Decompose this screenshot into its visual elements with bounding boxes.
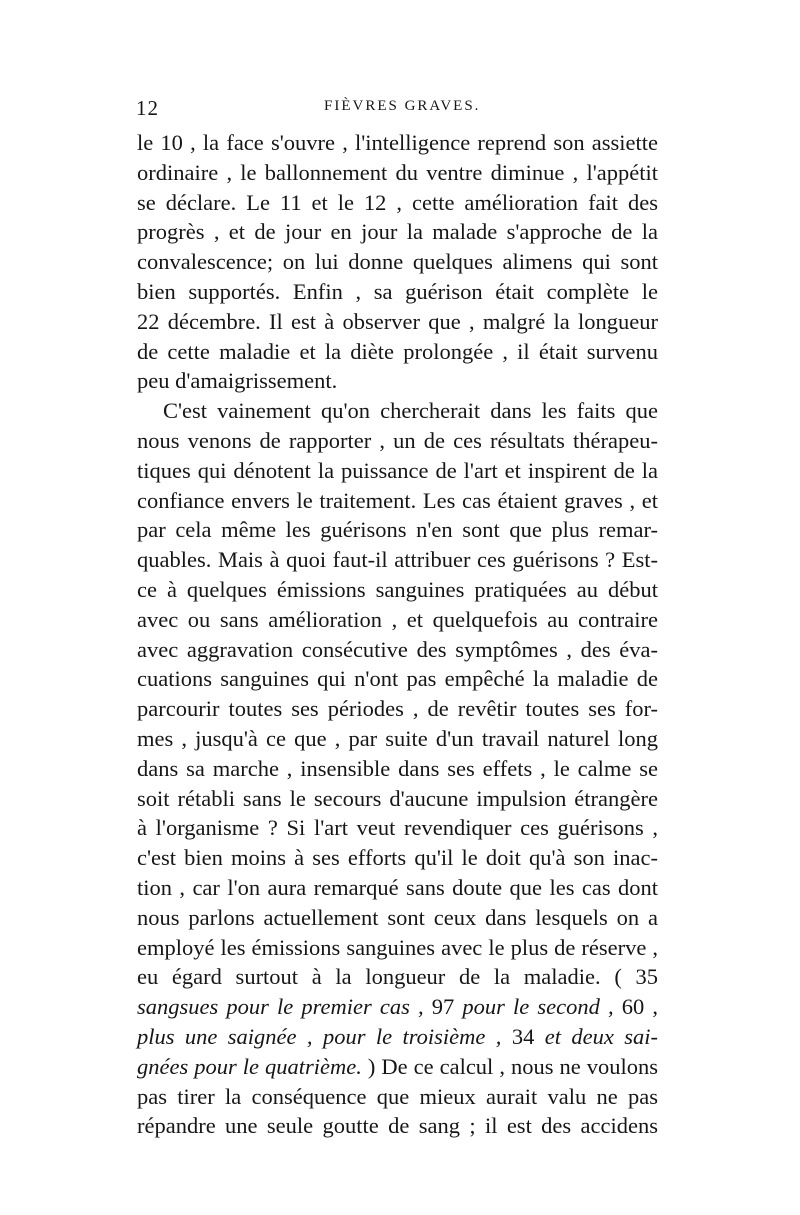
text-line: quables. Mais à quoi faut-il attribuer ces guérisons ? Est- — [137, 547, 658, 573]
roman-run: 34 — [501, 1023, 545, 1049]
text-line: soit rétabli sans le secours d'aucune impulsion étrangère — [137, 785, 658, 811]
italic-run: gnées pour le quatrième. — [137, 1053, 362, 1079]
text-line-italic — [137, 1022, 658, 1052]
text-line: par cela même les guérisons n'en sont que plus remar- — [137, 517, 658, 543]
running-title: FIÈVRES GRAVES. — [324, 98, 481, 114]
text-line: confiance envers le traitement. Les cas étaient graves , et — [137, 487, 658, 513]
page-number: 12 — [136, 96, 159, 120]
text-line: progrès , et de jour en jour la malade s'approche de la — [137, 219, 658, 245]
text-line: pas tirer la conséquence que mieux aurait valu ne pas — [137, 1083, 658, 1109]
text-line: le 10 , la face s'ouvre , l'intelligence reprend son assiette — [137, 130, 658, 155]
body-text — [137, 128, 658, 1141]
text-line: de cette maladie et la diète prolongée , il était survenu — [137, 338, 658, 364]
text-line: à l'organisme ? Si l'art veut revendiquer ces guérisons , — [137, 815, 658, 841]
text-line: tion , car l'on aura remarqué sans doute que les cas dont — [137, 874, 658, 900]
text-line: ce à quelques émissions sanguines pratiquées au début — [137, 576, 658, 602]
text-line: cuations sanguines qui n'ont pas empêché la maladie de — [137, 666, 658, 692]
text-line: employé les émissions sanguines avec le plus de réserve , — [137, 934, 658, 960]
text-line: bien supportés. Enfin , sa guérison était complète le — [137, 278, 658, 304]
text-line: se déclare. Le 11 et le 12 , cette amélioration fait des — [137, 189, 658, 215]
roman-run: 60 , — [613, 994, 658, 1020]
text-line: parcourir toutes ses périodes , de revêtir toutes ses for- — [137, 696, 658, 722]
text-line: 22 décembre. Il est à observer que , malgré la longueur — [137, 308, 658, 334]
text-line: dans sa marche , insensible dans ses effets , le calme se — [137, 755, 658, 781]
text-line: répandre une seule goutte de sang ; il est des accidens — [137, 1113, 658, 1139]
text-line: c'est bien moins à ses efforts qu'il le doit qu'à son inac- — [137, 845, 658, 871]
text-line-italic — [137, 1052, 658, 1082]
text-line: avec aggravation consécutive des symptômes , des éva- — [137, 636, 658, 662]
text-line: peu d'amaigrissement. — [137, 368, 338, 394]
text-line: C'est vainement qu'on chercherait dans les faits que — [163, 398, 658, 424]
text-line: nous venons de rapporter , un de ces résultats thérapeu- — [137, 427, 658, 453]
text-line: nous parlons actuellement sont ceux dans lesquels on a — [137, 904, 658, 930]
text-line: ordinaire , le ballonnement du ventre diminue , l'appétit — [137, 159, 658, 185]
text-line: tiques qui dénotent la puissance de l'art et inspirent de la — [137, 457, 658, 483]
page-header — [136, 96, 660, 122]
italic-run: et deux sai- — [544, 1023, 659, 1049]
italic-run: pour le second , — [462, 994, 614, 1020]
text-line: convalescence; on lui donne quelques alimens qui sont — [137, 249, 658, 275]
text-line-italic — [137, 992, 658, 1022]
text-line: mes , jusqu'à ce que , par suite d'un travail naturel long — [137, 725, 658, 751]
text-line: eu égard surtout à la longueur de la maladie. ( 35 — [137, 964, 658, 990]
italic-run: plus une saignée , pour le troisième , — [137, 1023, 502, 1049]
roman-run: ) De ce calcul , nous ne voulons — [361, 1053, 658, 1079]
italic-run: sangsues pour le premier cas , — [137, 994, 424, 1020]
roman-run: 97 — [423, 994, 463, 1020]
text-line: avec ou sans amélioration , et quelquefois au contraire — [137, 606, 658, 632]
